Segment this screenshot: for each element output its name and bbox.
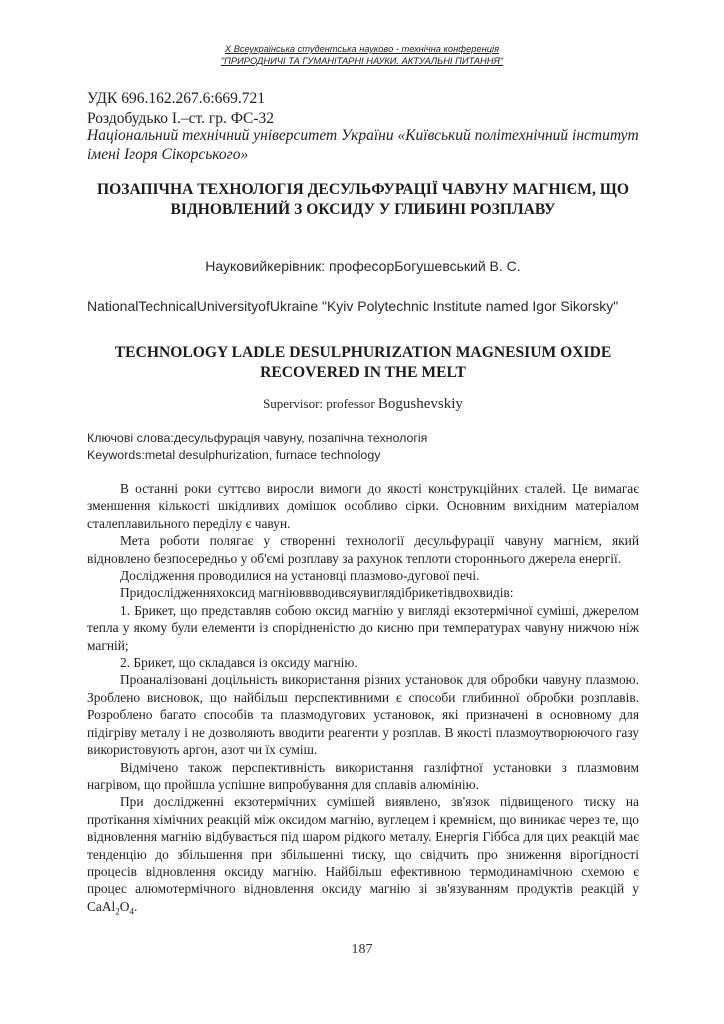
paragraph: В останні роки суттєво виросли вимоги до якості конструкційних сталей. Це вимагає зменшення кількості шкідливих домішок особливо сірки. Основним вихідним матеріалом сталеплавильного переділу є чавун. xyxy=(87,481,639,531)
paragraph: Придослідженняхоксид магніюввводивсяувиглядібрикетівдвохвидів: xyxy=(120,585,514,601)
paragraph-last xyxy=(87,793,639,915)
keywords-en: Keywords:metal desulphurization, furnace technology xyxy=(87,448,381,462)
formula-subscript-1: 2 xyxy=(115,906,120,917)
title-ua: ПОЗАПІЧНА ТЕХНОЛОГІЯ ДЕСУЛЬФУРАЦІЇ ЧАВУНУ МАГНІЄМ, ЩО ВІДНОВЛЕНИЙ З ОКСИДУ У ГЛИБИНІ РОЗПЛАВУ xyxy=(96,181,630,218)
title-en: TECHNOLOGY LADLE DESULPHURIZATION MAGNESIUM OXIDE RECOVERED IN THE MELT xyxy=(114,344,612,381)
paragraph: Відмічено також перспективність використання газліфтної установки з плазмовим нагрівом, що пройшла успішне випробування для сплавів алюмінію. xyxy=(87,759,639,792)
supervisor-en-name: Bogushevskiy xyxy=(377,396,463,412)
body-text xyxy=(87,480,639,915)
udk-code: УДК 696.162.267.6:669.721 xyxy=(87,90,266,107)
institution-ua: Національний технічний університет України «Київський політехнічний інститут імені Ігоря Сікорського» xyxy=(87,127,639,163)
supervisor-en-label: Supervisor: professor xyxy=(263,396,378,411)
supervisor-ua: Науковийкерівник: професорБогушевський В. С. xyxy=(205,258,521,274)
conference-header-line1: X Всеукраїнська студентська науково - технічна конференція xyxy=(224,44,500,54)
supervisor-en xyxy=(87,396,639,413)
keywords-block xyxy=(87,430,647,464)
paragraph: 1. Брикет, що представляв собою оксид магнію у вигляді екзотермічної суміші, джерелом тепла у якому були елементи із спорідненістю до кисню при температурах чавуну нижчою ніж магній; xyxy=(87,602,639,653)
formula-end: . xyxy=(133,898,138,914)
paragraph: 2. Брикет, що складався із оксиду магнію. xyxy=(120,655,358,671)
paragraph: Проаналізовані доцільність використання різних установок для обробки чавуну плазмою. Зроблено висновок, що найбільш перспективними є способи глибинної обробки розплавів. Розроблено багато способів та плазмодугових установок, які призначені в основному для підігріву металу і не дозволяють вводити реагенти у розплав. В якості плазмоутворюючого газу використовують аргон, азот чи їх суміш. xyxy=(87,672,639,758)
author-line: Роздобудько І.–ст. гр. ФС-32 xyxy=(87,110,274,127)
conference-header xyxy=(0,44,724,67)
conference-header-line2: "ПРИРОДНИЧІ ТА ГУМАНІТАРНІ НАУКИ. АКТУАЛЬНІ ПИТАННЯ" xyxy=(220,55,504,66)
paragraph: Дослідження проводилися на установці плазмово-дугової печі. xyxy=(120,568,480,584)
formula-subscript-2: 4 xyxy=(129,906,134,917)
paragraph-last-text: При дослідженні екзотермічних сумішей виявлено, зв'язок підвищеного тиску на протікання хімічних реакцій між оксидом магнію, вуглецем і кремнієм, що виникає через те, що відновлення магнію відбувається під шаром рідкого металу. Енергія Гіббса для цих реакцій має тенденцію до збільшення при збільшенні тиску, що свідчить про зниження вірогідності процесів відновлення оксиду магнію. Найбільш ефективною термодинамічною схемою є процес алюмотермічного відновлення оксиду магнію зі зв'язуванням продуктів реакцій у CaAl xyxy=(87,794,639,914)
keywords-ua: Ключові слова:десульфурація чавуну, позапічна технологія xyxy=(87,431,428,445)
formula-mid: O xyxy=(119,898,130,914)
page-number: 187 xyxy=(351,942,373,957)
paragraph: Мета роботи полягає у створенні технології десульфурації чавуну магнієм, який відновлено безпосередньо у об'ємі розплаву за рахунок теплоти стороннього джерела енергії. xyxy=(87,533,639,566)
institution-en: NationalTechnicalUniversityofUkraine "Kyiv Polytechnic Institute named Igor Sikorsky" xyxy=(87,298,619,314)
